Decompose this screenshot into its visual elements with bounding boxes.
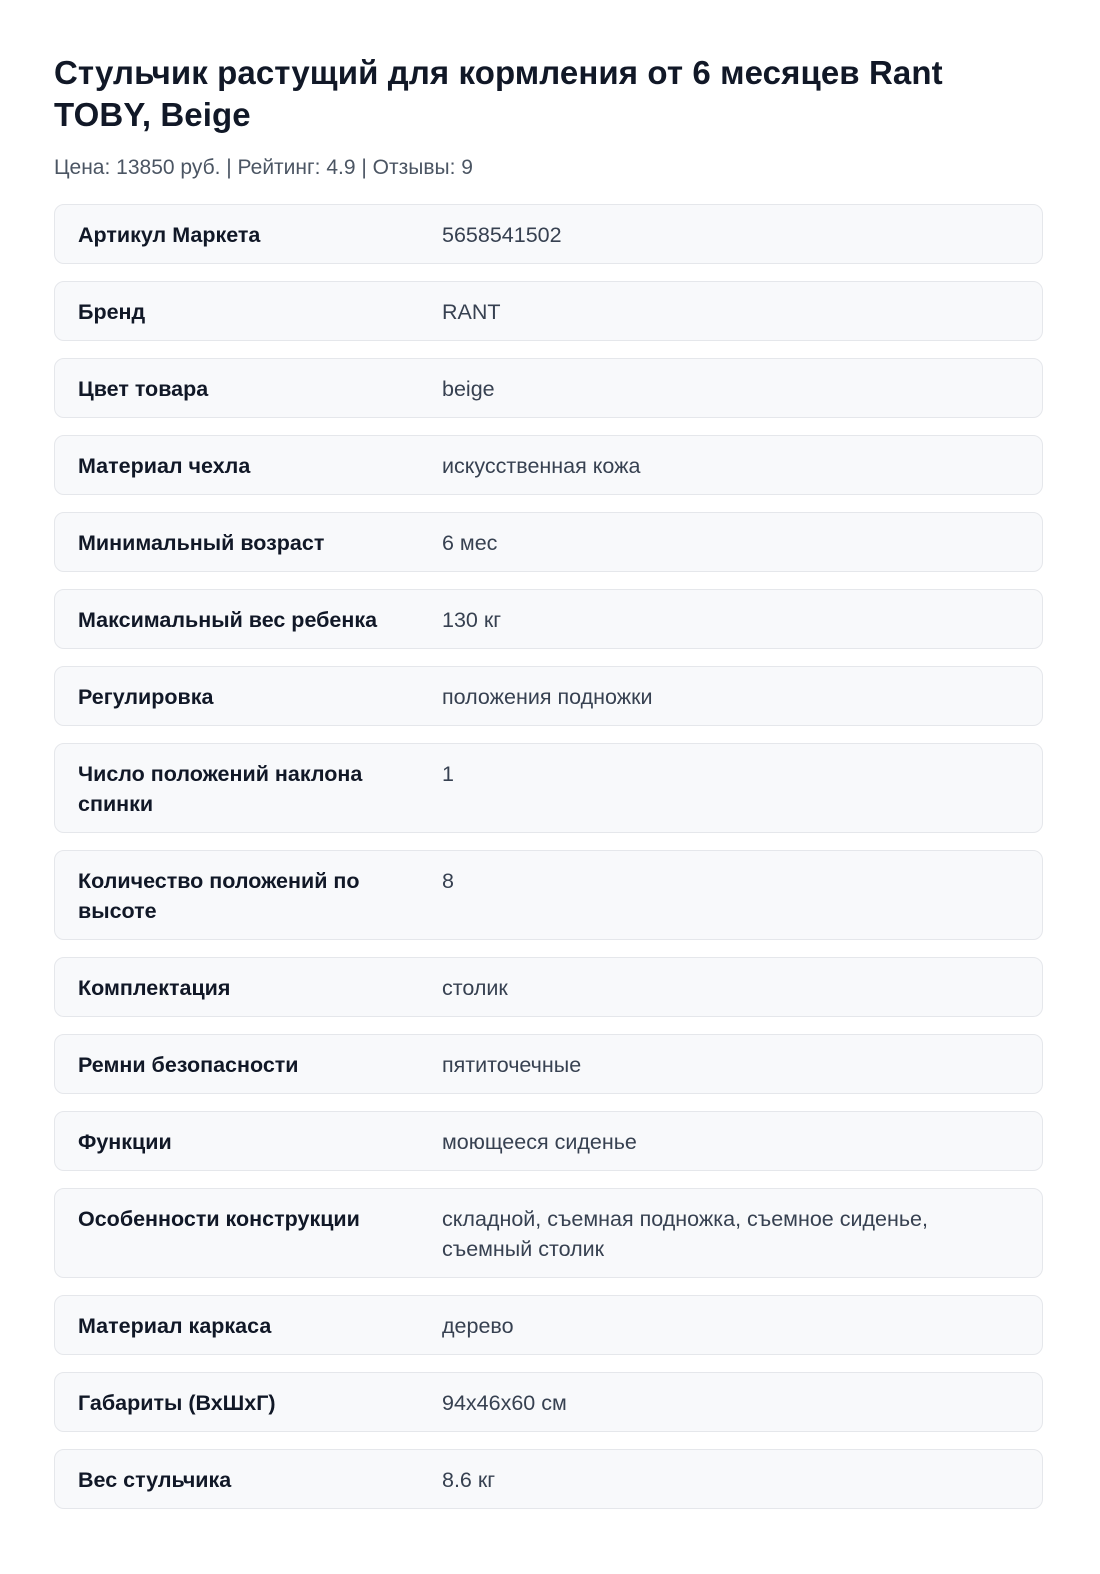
product-meta: Цена: 13850 руб. | Рейтинг: 4.9 | Отзывы: 9 [54, 156, 473, 179]
spec-value: 94x46x60 см [442, 1391, 567, 1415]
spec-value: 130 кг [442, 608, 502, 632]
spec-label: Максимальный вес ребенка [78, 608, 378, 632]
spec-label: Ремни безопасности [78, 1053, 299, 1077]
spec-row [54, 1111, 1043, 1171]
spec-row [54, 850, 1043, 940]
spec-row [54, 358, 1043, 418]
spec-label: Число положений наклона спинки [78, 762, 363, 816]
spec-label: Особенности конструкции [78, 1207, 360, 1231]
spec-value: 8.6 кг [442, 1468, 496, 1492]
page-title: Стульчик растущий для кормления от 6 месяцев Rant TOBY, Beige [54, 54, 943, 133]
spec-value: 8 [442, 869, 454, 893]
spec-row [54, 204, 1043, 264]
spec-label: Функции [78, 1130, 172, 1154]
spec-label: Количество положений по высоте [78, 869, 360, 923]
spec-value: дерево [442, 1314, 514, 1338]
spec-row [54, 1295, 1043, 1355]
spec-value: RANT [442, 300, 501, 324]
spec-value: 5658541502 [442, 223, 562, 247]
spec-label: Цвет товара [78, 377, 209, 401]
spec-row [54, 512, 1043, 572]
spec-row [54, 957, 1043, 1017]
spec-row [54, 1449, 1043, 1509]
spec-value: моющееся сиденье [442, 1130, 637, 1154]
spec-row [54, 435, 1043, 495]
spec-label: Материал каркаса [78, 1314, 272, 1338]
spec-row [54, 281, 1043, 341]
spec-value: 6 мес [442, 531, 498, 555]
spec-row [54, 1188, 1043, 1278]
spec-value: пятиточечные [442, 1053, 582, 1077]
spec-value: складной, съемная подножка, съемное сиденье, съемный столик [442, 1207, 928, 1261]
spec-label: Материал чехла [78, 454, 251, 478]
spec-value: столик [442, 976, 508, 1000]
spec-row [54, 666, 1043, 726]
spec-label: Регулировка [78, 685, 214, 709]
spec-label: Вес стульчика [78, 1468, 232, 1492]
spec-value: beige [442, 377, 495, 401]
spec-label: Артикул Маркета [78, 223, 261, 247]
specs-list [54, 204, 1043, 1526]
spec-label: Бренд [78, 300, 146, 324]
spec-row [54, 743, 1043, 833]
spec-label: Минимальный возраст [78, 531, 325, 555]
spec-row [54, 1034, 1043, 1094]
spec-label: Габариты (ВхШхГ) [78, 1391, 276, 1415]
spec-label: Комплектация [78, 976, 231, 1000]
spec-value: искусственная кожа [442, 454, 641, 478]
spec-row [54, 1372, 1043, 1432]
spec-row [54, 589, 1043, 649]
spec-value: 1 [442, 762, 454, 786]
spec-value: положения подножки [442, 685, 653, 709]
